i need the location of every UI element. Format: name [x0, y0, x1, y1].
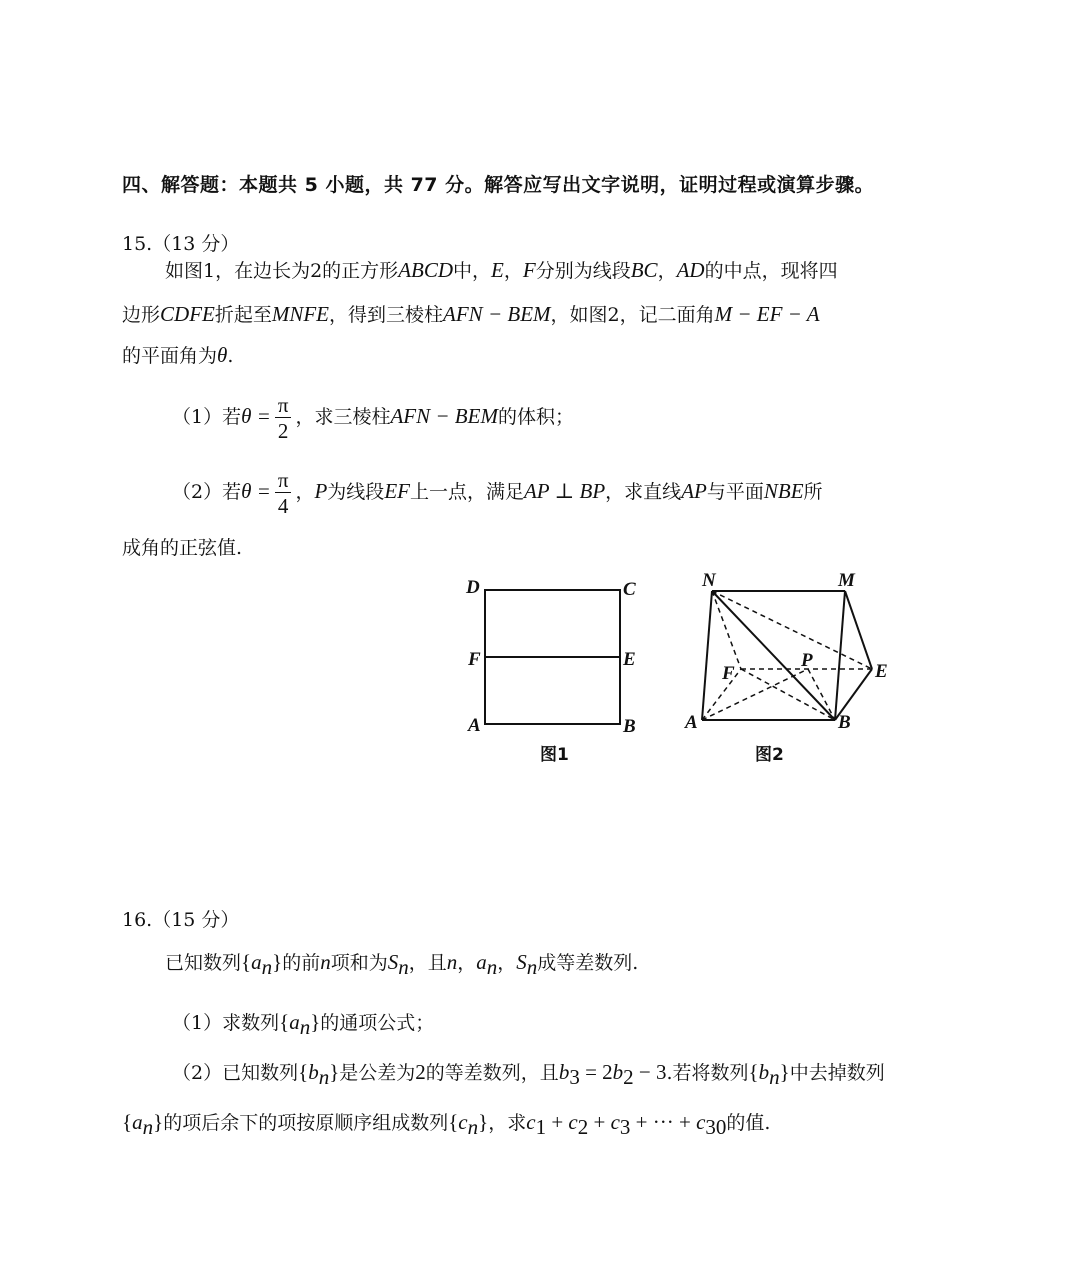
- label-m: M: [838, 570, 855, 591]
- figure-1-caption: 图1: [540, 745, 569, 765]
- q15-number: 15.（13 分）: [122, 233, 240, 255]
- q15-intro-line1: 如图1，在边长为2的正方形ABCD中，E，F分别为线段BC，AD的中点，现将四: [165, 258, 838, 282]
- q16-part1: （1）求数列$\{a_n\}$的通项公式；: [172, 1010, 435, 1039]
- figure-2-caption: 图2: [755, 745, 784, 765]
- label-n: N: [702, 570, 716, 591]
- q15-part2-line1: （2）若θ = $\frac{\pi}{4}$ ，P为线段EF上一点，满足AP ⊥ BP，求直线AP与平面NBE所: [172, 467, 823, 518]
- label-c: C: [623, 579, 636, 600]
- fraction-pi-over-2: $\frac{\pi}{2}$: [275, 393, 292, 444]
- label-e: E: [623, 649, 636, 670]
- label-b2: B: [838, 712, 851, 733]
- q16-intro: 已知数列$\{a_n\}$的前n项和为$S_n$，且n，$a_n$，$S_n$成等差数列.: [165, 950, 639, 979]
- q15-part2-line2: 成角的正弦值.: [122, 537, 243, 559]
- figure-2-prism: [680, 565, 900, 740]
- label-p: P: [801, 650, 813, 671]
- q16-part2-line2: $\{a_n\}$的项后余下的项按原顺序组成数列$\{c_n\}$，求$c_1 + c_2 + c_3$ + ··· + $c_{30}$的值.: [122, 1110, 771, 1139]
- edge-na: [702, 591, 712, 720]
- label-f2: F: [722, 663, 735, 684]
- dashed-ap: [702, 669, 808, 720]
- q16-number: 16.（15 分）: [122, 909, 240, 931]
- label-a: A: [468, 715, 481, 736]
- edge-me: [845, 591, 872, 669]
- label-e2: E: [875, 661, 888, 682]
- label-d: D: [466, 577, 480, 598]
- label-a2: A: [685, 712, 698, 733]
- figure-1-square: [460, 570, 650, 740]
- fraction-pi-over-4: $\frac{\pi}{4}$: [275, 468, 292, 519]
- label-f: F: [468, 649, 481, 670]
- q16-part2-line1: （2）已知数列$\{b_n\}$是公差为2的等差数列，且$b_3 = 2b_2 - 3$.若将数列$\{b_n\}$中去掉数列: [172, 1060, 885, 1089]
- edge-nb: [712, 591, 835, 720]
- q15-intro-line3: 的平面角为θ.: [122, 343, 234, 367]
- section-title: 四、解答题：本题共 5 小题，共 77 分。解答应写出文字说明，证明过程或演算步骤。: [122, 174, 875, 196]
- q15-part1: （1）若θ = $\frac{\pi}{2}$ ，求三棱柱AFN − BEM的体积；: [172, 392, 574, 443]
- label-b: B: [623, 716, 636, 737]
- q15-intro-line2: 边形CDFE折起至MNFE，得到三棱柱AFN − BEM，如图2，记二面角M − EF − A: [122, 302, 820, 326]
